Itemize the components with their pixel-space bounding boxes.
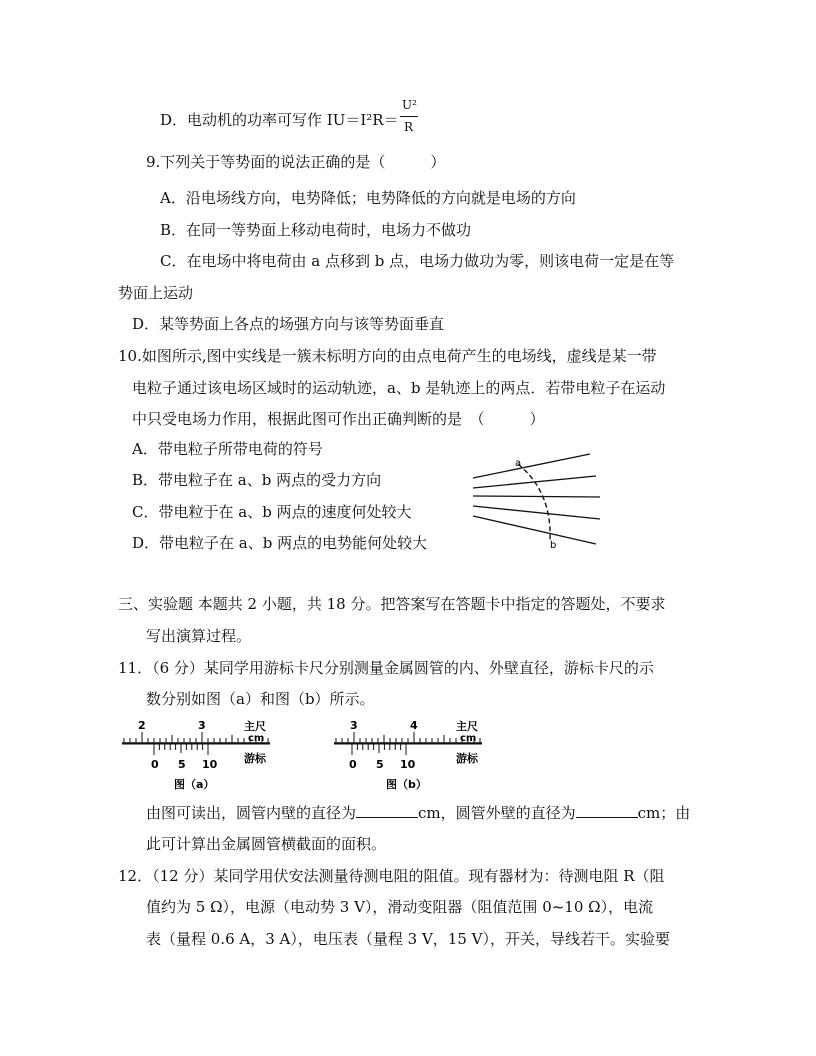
fig-a-caption: 图（a） <box>174 778 215 791</box>
fig-b-main-tick-3: 3 <box>350 719 358 732</box>
fig-a-vernier-tick-5: 5 <box>178 758 186 771</box>
fig-b-vernier-tick-0: 0 <box>349 758 357 771</box>
outer-diameter-blank[interactable] <box>576 803 638 818</box>
q10-option-a: A．带电粒子所带电荷的符号 <box>132 440 323 458</box>
field-line-3 <box>473 496 600 497</box>
q9-stem: 9.下列关于等势面的说法正确的是（ ） <box>146 153 446 171</box>
fig-a-main-tick-3: 3 <box>198 719 206 732</box>
trajectory-dashed-curve <box>518 464 550 540</box>
q10-option-d: D．带电粒子在 a、b 两点的电势能何处较大 <box>132 534 428 552</box>
vernier-figure-b <box>330 716 490 794</box>
q8-fraction-numerator: U² <box>402 98 417 112</box>
section3-heading-line2: 写出演算过程。 <box>146 627 252 645</box>
point-b-label: b <box>550 540 557 551</box>
q9-option-d: D．某等势面上各点的场强方向与该等势面垂直 <box>132 315 445 333</box>
fig-b-unit: cm <box>460 733 477 744</box>
fig-a-vernier-tick-10: 10 <box>202 758 218 771</box>
fig-b-vernier-tick-10: 10 <box>400 758 416 771</box>
fig-a-main-tick-2: 2 <box>138 719 146 732</box>
q10-stem-line1: 10.如图所示,图中实线是一簇未标明方向的由点电荷产生的电场线，虚线是某一带 <box>118 347 657 365</box>
fig-b-vernier-tick-5: 5 <box>376 758 384 771</box>
q8-option-d: D．电动机的功率可写作 IU＝I²R＝ <box>160 111 399 129</box>
fig-a-vernier-tick-0: 0 <box>151 758 159 771</box>
q11-stem-line2: 数分别如图（a）和图（b）所示。 <box>146 690 375 708</box>
fig-b-main-tick-4: 4 <box>410 719 418 732</box>
point-a-label: a <box>515 458 522 469</box>
q10-field-figure <box>468 448 606 552</box>
fig-b-vernier-label: 游标 <box>456 752 478 765</box>
q8-fraction-denominator: R <box>404 120 414 134</box>
q9-option-c-line2: 势面上运动 <box>118 284 194 302</box>
q12-line3: 表（量程 0.6 A，3 A），电压表（量程 3 V，15 V），开关，导线若干。实验要 <box>146 930 670 948</box>
q10-stem-line3: 中只受电场力作用，根据此图可作出正确判断的是 （ ） <box>132 410 545 428</box>
field-line-5 <box>473 516 596 544</box>
q10-option-c: C．带电粒于在 a、b 两点的速度何处较大 <box>132 503 412 521</box>
q11-answer-suffix: cm；由 <box>637 804 691 822</box>
fig-a-unit: cm <box>248 733 265 744</box>
q10-option-b: B．带电粒子在 a、b 两点的受力方向 <box>132 471 382 489</box>
fig-a-main-label: 主尺 <box>244 720 266 733</box>
vernier-figure-a <box>118 716 278 794</box>
q12-line2: 值约为 5 Ω），电源（电动势 3 V），滑动变阻器（阻值范围 0~10 Ω），电流 <box>146 898 654 916</box>
q9-option-b: B．在同一等势面上移动电荷时，电场力不做功 <box>160 221 472 239</box>
q10-stem-line2: 电粒子通过该电场区域时的运动轨迹，a、b 是轨迹上的两点．若带电粒子在运动 <box>132 379 666 397</box>
fig-b-main-label: 主尺 <box>456 720 478 733</box>
q11-answer-mid: cm，圆管外壁的直径为 <box>418 804 576 822</box>
field-line-1 <box>473 454 590 478</box>
section3-heading-line1: 三、实验题 本题共 2 小题，共 18 分。把答案写在答题卡中指定的答题处，不要求 <box>118 595 666 613</box>
q9-option-a: A．沿电场线方向，电势降低；电势降低的方向就是电场的方向 <box>160 189 576 207</box>
q9-option-c-line1: C．在电场中将电荷由 a 点移到 b 点，电场力做功为零，则该电荷一定是在等 <box>160 252 675 270</box>
q11-answer-line2: 此可计算出金属圆管横截面的面积。 <box>146 835 387 853</box>
q8-fraction-bar <box>400 116 418 117</box>
fig-b-caption: 图（b） <box>386 778 427 791</box>
field-line-4 <box>473 506 600 519</box>
q11-answer-prefix: 由图可读出，圆管内壁的直径为 <box>146 804 357 822</box>
q11-answer-line1 <box>146 803 690 823</box>
q12-line1: 12．（12 分）某同学用伏安法测量待测电阻的阻值。现有器材为：待测电阻 R（阻 <box>118 867 665 885</box>
q11-stem-line1: 11．（6 分）某同学用游标卡尺分别测量金属圆管的内、外壁直径，游标卡尺的示 <box>118 659 654 677</box>
inner-diameter-blank[interactable] <box>356 803 418 818</box>
fig-a-vernier-label: 游标 <box>244 752 266 765</box>
